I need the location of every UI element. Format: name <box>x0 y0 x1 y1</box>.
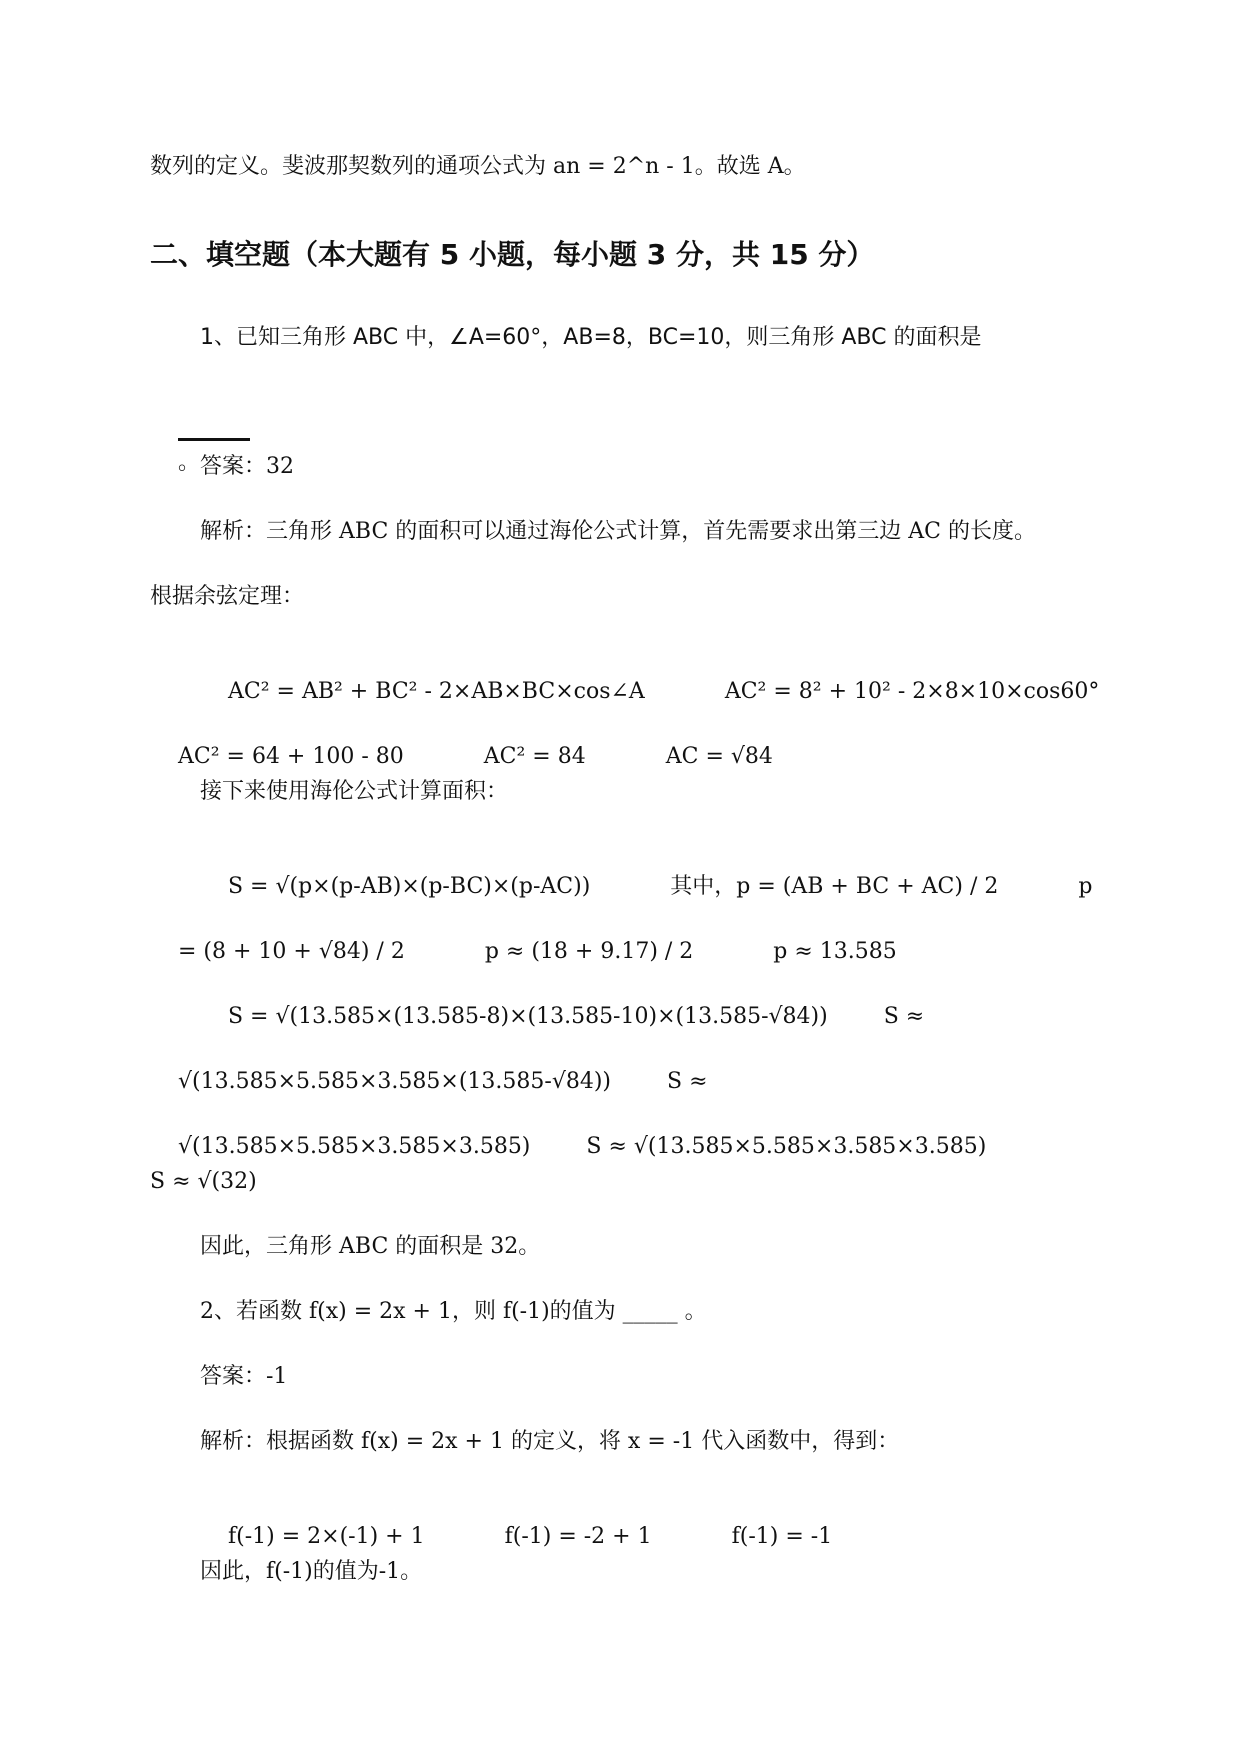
q1-blank-suffix: 。 <box>177 450 200 475</box>
section-heading: 二、填空题（本大题有 5 小题，每小题 3 分，共 15 分） <box>150 238 875 271</box>
semi-perimeter-definition: 其中，p = (AB + BC + AC) / 2 <box>670 874 999 899</box>
heron-formula: S = √(p×(p-AB)×(p-BC)×(p-AC)) <box>227 874 591 899</box>
q1-analysis-1: 解析：三角形 ABC 的面积可以通过海伦公式计算，首先需要求出第三边 AC 的长度。 <box>200 519 1036 544</box>
equation: S = √(13.585×(13.585-8)×(13.585-10)×(13.585-√84)) <box>227 1004 828 1029</box>
equation: AC² = 64 + 100 - 80 <box>177 744 404 769</box>
equation: p ≈ (18 + 9.17) / 2 <box>484 939 694 964</box>
q1-equation-line-8: S ≈ √(32) <box>150 1169 257 1194</box>
answer-blank <box>178 426 250 441</box>
q1-conclusion: 因此，三角形 ABC 的面积是 32。 <box>200 1234 541 1259</box>
equation: √(13.585×5.585×3.585×3.585) <box>177 1134 531 1159</box>
equation: p ≈ 13.585 <box>773 939 897 964</box>
equation: f(-1) = -2 + 1 <box>504 1524 652 1549</box>
q1-answer: 答案：32 <box>200 454 294 479</box>
equation: S ≈ <box>883 1004 925 1029</box>
equation: AC² = 84 <box>483 744 586 769</box>
cosine-law-substitution: AC² = 8² + 10² - 2×8×10×cos60° <box>724 679 1100 704</box>
q2-text: 2、若函数 f(x) = 2x + 1，则 f(-1)的值为 _____ 。 <box>200 1299 707 1324</box>
intro-line: 数列的定义。斐波那契数列的通项公式为 an = 2^n - 1。故选 A。 <box>150 154 806 179</box>
equation: = (8 + 10 + √84) / 2 <box>177 939 405 964</box>
q2-answer: 答案：-1 <box>200 1364 288 1389</box>
q2-analysis: 解析：根据函数 f(x) = 2x + 1 的定义，将 x = -1 代入函数中，得到： <box>200 1429 900 1454</box>
q1-text: 1、已知三角形 ABC 中，∠A=60°，AB=8，BC=10，则三角形 ABC 的面积是 <box>200 325 982 350</box>
q2-conclusion: 因此，f(-1)的值为-1。 <box>200 1559 423 1584</box>
equation: √(13.585×5.585×3.585×(13.585-√84)) <box>177 1069 612 1094</box>
cosine-law-formula: AC² = AB² + BC² - 2×AB×BC×cos∠A <box>227 679 645 704</box>
equation: p <box>1078 874 1093 899</box>
q1-equation-line-7 <box>150 1102 986 1192</box>
equation: f(-1) = -1 <box>731 1524 833 1549</box>
equation: AC = √84 <box>665 744 773 769</box>
q1-heron-intro: 接下来使用海伦公式计算面积： <box>200 779 509 804</box>
equation: S ≈ √(13.585×5.585×3.585×3.585) <box>586 1134 987 1159</box>
q1-blank-line <box>150 388 250 508</box>
equation: S ≈ <box>667 1069 708 1094</box>
equation: f(-1) = 2×(-1) + 1 <box>227 1524 425 1549</box>
q1-analysis-2: 根据余弦定理： <box>150 584 305 609</box>
